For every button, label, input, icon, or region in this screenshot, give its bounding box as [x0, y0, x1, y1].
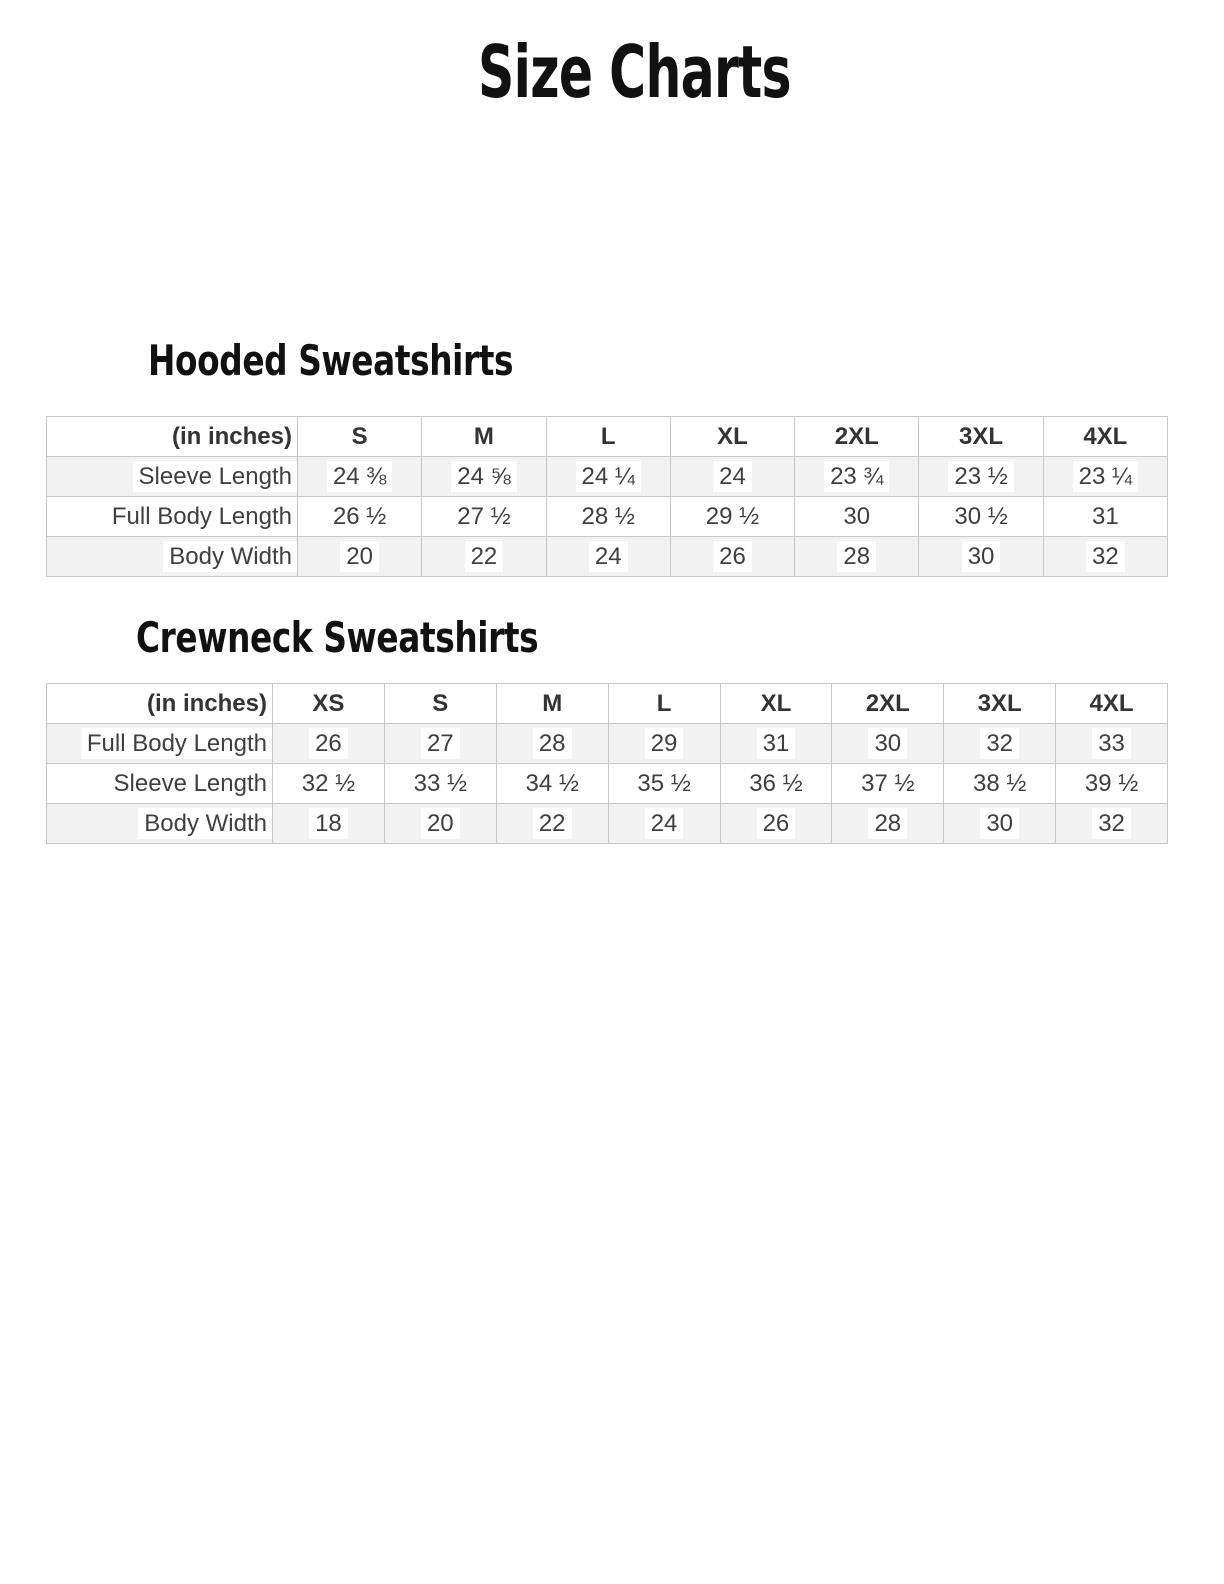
measurement-row	[47, 497, 1168, 537]
column-header	[670, 417, 794, 457]
size-table-crewneck	[46, 683, 1168, 844]
size-value-text: 26	[713, 541, 752, 573]
size-value	[608, 764, 720, 804]
size-value-text: 22	[533, 808, 572, 840]
size-value	[1043, 497, 1167, 537]
column-header	[795, 417, 919, 457]
size-value-text: 27 ½	[451, 501, 516, 533]
size-value-text: 22	[465, 541, 504, 573]
size-value-text: 29	[645, 728, 684, 760]
size-value	[384, 764, 496, 804]
size-value-text: 24	[713, 461, 752, 493]
size-value-text: 31	[757, 728, 796, 760]
size-value-text: 32	[1092, 808, 1131, 840]
size-value-text: 18	[309, 808, 348, 840]
size-value	[1056, 724, 1168, 764]
heading-hooded-sweatshirts	[148, 336, 616, 385]
unit-label-cell	[47, 417, 298, 457]
size-value-text: 28	[533, 728, 572, 760]
size-value	[919, 457, 1043, 497]
column-header-text: 4XL	[1077, 421, 1133, 453]
size-value-text: 30	[980, 808, 1019, 840]
size-value	[273, 804, 385, 844]
column-header-text: S	[426, 688, 454, 720]
page-title: Size Charts	[477, 30, 791, 114]
size-value	[795, 497, 919, 537]
size-value	[832, 804, 944, 844]
size-value	[670, 457, 794, 497]
size-value-text: 20	[340, 541, 379, 573]
size-value	[944, 764, 1056, 804]
size-value-text: 26 ½	[327, 501, 392, 533]
size-table-hooded	[46, 416, 1168, 577]
size-value	[1043, 537, 1167, 577]
size-value	[546, 537, 670, 577]
size-value-text: 32 ½	[296, 768, 361, 800]
size-value-text: 23 ¾	[824, 461, 889, 493]
size-value	[670, 537, 794, 577]
header-row	[47, 417, 1168, 457]
column-header	[496, 684, 608, 724]
size-value	[670, 497, 794, 537]
row-label-text: Sleeve Length	[108, 768, 272, 800]
size-value	[422, 537, 546, 577]
column-header	[919, 417, 1043, 457]
size-value	[720, 724, 832, 764]
size-value-text: 29 ½	[700, 501, 765, 533]
size-value-text: 28	[837, 541, 876, 573]
unit-label-cell-text: (in inches)	[141, 688, 272, 720]
measurement-row	[47, 724, 1168, 764]
size-value-text: 32	[1086, 541, 1125, 573]
column-header	[944, 684, 1056, 724]
size-value	[608, 804, 720, 844]
unit-label-cell	[47, 684, 273, 724]
column-header-text: XS	[306, 688, 350, 720]
size-value-text: 35 ½	[631, 768, 696, 800]
column-header	[546, 417, 670, 457]
column-header	[298, 417, 422, 457]
page-title-wrap	[0, 30, 1224, 114]
column-header-text: L	[651, 688, 678, 720]
heading-hooded-sweatshirts-text: Hooded Sweatshirts	[148, 336, 514, 385]
size-value-text: 24 ⅝	[451, 461, 516, 493]
size-value	[298, 537, 422, 577]
column-header-text: 3XL	[953, 421, 1009, 453]
column-header-text: XL	[755, 688, 798, 720]
size-value	[944, 804, 1056, 844]
column-header-text: L	[595, 421, 622, 453]
size-value	[795, 457, 919, 497]
size-value	[944, 724, 1056, 764]
size-value-text: 28 ½	[576, 501, 641, 533]
size-value-text: 34 ½	[519, 768, 584, 800]
column-header	[832, 684, 944, 724]
size-value	[384, 804, 496, 844]
size-value-text: 24 ¼	[576, 461, 641, 493]
size-value	[720, 764, 832, 804]
size-value	[496, 764, 608, 804]
size-value	[546, 457, 670, 497]
size-value-text: 37 ½	[855, 768, 920, 800]
size-value-text: 38 ½	[967, 768, 1032, 800]
size-value	[608, 724, 720, 764]
column-header	[720, 684, 832, 724]
measurement-row	[47, 537, 1168, 577]
size-value	[720, 804, 832, 844]
size-value	[546, 497, 670, 537]
size-value-text: 39 ½	[1079, 768, 1144, 800]
size-value-text: 30	[962, 541, 1001, 573]
size-value-text: 20	[421, 808, 460, 840]
size-value-text: 27	[421, 728, 460, 760]
size-value	[795, 537, 919, 577]
row-label	[47, 724, 273, 764]
size-value	[919, 497, 1043, 537]
size-value	[1056, 804, 1168, 844]
size-value	[298, 457, 422, 497]
column-header	[422, 417, 546, 457]
column-header	[1056, 684, 1168, 724]
size-value-text: 33	[1092, 728, 1131, 760]
size-value-text: 36 ½	[743, 768, 808, 800]
size-value-text: 30	[868, 728, 907, 760]
measurement-row	[47, 804, 1168, 844]
row-label	[47, 537, 298, 577]
size-value	[298, 497, 422, 537]
size-value-text: 23 ½	[948, 461, 1013, 493]
column-header-text: S	[346, 421, 374, 453]
row-label-text: Body Width	[163, 541, 297, 573]
column-header	[608, 684, 720, 724]
unit-label-cell-text: (in inches)	[166, 421, 297, 453]
size-value-text: 26	[309, 728, 348, 760]
size-value-text: 24	[589, 541, 628, 573]
row-label	[47, 457, 298, 497]
size-value	[919, 537, 1043, 577]
column-header-text: 2XL	[829, 421, 885, 453]
column-header	[384, 684, 496, 724]
size-value-text: 30	[837, 501, 876, 533]
size-value-text: 32	[980, 728, 1019, 760]
row-label-text: Full Body Length	[81, 728, 272, 760]
size-value	[1043, 457, 1167, 497]
size-value-text: 24 ⅜	[327, 461, 392, 493]
heading-crewneck-sweatshirts	[136, 613, 652, 662]
row-label-text: Full Body Length	[106, 501, 297, 533]
column-header-text: M	[468, 421, 500, 453]
row-label	[47, 764, 273, 804]
size-value-text: 33 ½	[408, 768, 473, 800]
size-value-text: 23 ¼	[1073, 461, 1138, 493]
size-value-text: 31	[1086, 501, 1125, 533]
size-value	[422, 457, 546, 497]
size-value	[273, 764, 385, 804]
size-value	[496, 804, 608, 844]
size-value-text: 26	[757, 808, 796, 840]
size-value	[384, 724, 496, 764]
column-header-text: 3XL	[972, 688, 1028, 720]
row-label-text: Body Width	[138, 808, 272, 840]
size-value-text: 28	[868, 808, 907, 840]
size-value	[832, 724, 944, 764]
row-label-text: Sleeve Length	[133, 461, 297, 493]
size-value	[422, 497, 546, 537]
measurement-row	[47, 764, 1168, 804]
column-header	[273, 684, 385, 724]
header-row	[47, 684, 1168, 724]
column-header	[1043, 417, 1167, 457]
column-header-text: 4XL	[1084, 688, 1140, 720]
size-value-text: 24	[645, 808, 684, 840]
row-label	[47, 804, 273, 844]
measurement-row	[47, 457, 1168, 497]
row-label	[47, 497, 298, 537]
size-value	[496, 724, 608, 764]
size-value-text: 30 ½	[948, 501, 1013, 533]
size-value	[273, 724, 385, 764]
column-header-text: 2XL	[860, 688, 916, 720]
size-value	[832, 764, 944, 804]
heading-crewneck-sweatshirts-text: Crewneck Sweatshirts	[136, 613, 539, 662]
column-header-text: XL	[711, 421, 754, 453]
column-header-text: M	[536, 688, 568, 720]
size-value	[1056, 764, 1168, 804]
